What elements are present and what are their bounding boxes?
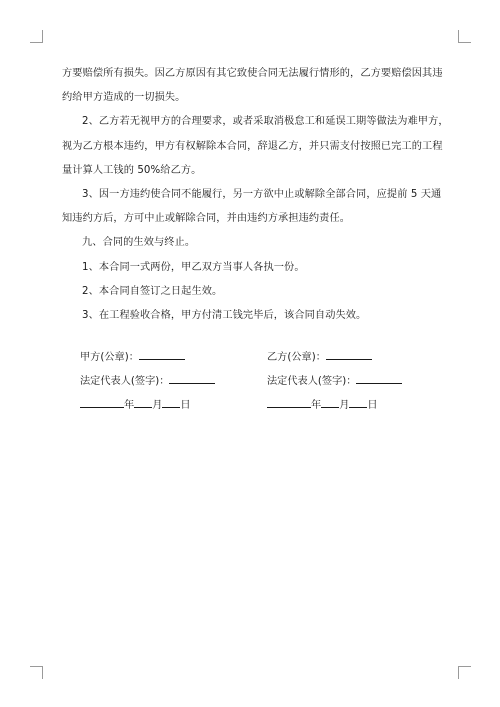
party-b-representative-label: 法定代表人(签字)： <box>267 376 357 388</box>
day-blank <box>162 395 180 408</box>
day-blank <box>349 395 367 408</box>
month-label: 月 <box>339 400 350 412</box>
signature-row-representative <box>80 370 440 394</box>
clause-paragraph-start: 1、本合同一式两份，甲乙双方当事人各执一份。 <box>82 261 305 273</box>
signature-row-date <box>80 394 440 418</box>
page-corner-mark-bottom-left <box>30 666 43 679</box>
party-b-seal <box>267 346 372 370</box>
text-line: 量计算人工钱的 50%给乙方。 <box>62 164 202 176</box>
text-line: 约给甲方造成的一切损失。 <box>62 92 186 104</box>
year-label: 年 <box>311 400 322 412</box>
signature-block <box>80 346 440 419</box>
month-label: 月 <box>152 400 163 412</box>
clause-paragraph-start: 3、因一方违约使合同不能履行，另一方欲中止或解除全部合同，应提前 5 天通 <box>82 189 442 201</box>
section-heading: 九、合同的生效与终止。 <box>82 237 196 249</box>
party-a-representative <box>80 370 215 394</box>
text-line: 知违约方后，方可中止或解除合同，并由违约方承担违约责任。 <box>62 213 351 225</box>
party-b-seal-blank <box>326 347 372 360</box>
page-corner-mark-bottom-right <box>458 666 471 679</box>
day-label: 日 <box>367 400 378 412</box>
party-b-representative <box>267 370 402 394</box>
page-corner-mark-top-left <box>30 30 43 43</box>
month-blank <box>134 395 152 408</box>
party-a-representative-blank <box>169 371 215 384</box>
year-label: 年 <box>124 400 135 412</box>
clause-paragraph-start: 3、在工程验收合格，甲方付清工钱完毕后，该合同自动失效。 <box>82 310 367 322</box>
year-blank <box>267 395 311 408</box>
document-body <box>62 62 450 328</box>
party-b-representative-blank <box>356 371 402 384</box>
page-corner-mark-top-right <box>458 30 471 43</box>
text-line: 视为乙方根本违约，甲方有权解除本合同，辞退乙方，并只需支付按照已完工的工程 <box>62 140 443 152</box>
signature-row-seal <box>80 346 440 370</box>
clause-paragraph-start: 2、乙方若无视甲方的合理要求，或者采取消极怠工和延误工期等做法为难甲方， <box>82 116 449 128</box>
party-a-seal <box>80 346 185 370</box>
party-a-date <box>80 394 191 418</box>
month-blank <box>321 395 339 408</box>
party-a-representative-label: 法定代表人(签字)： <box>80 376 170 388</box>
year-blank <box>80 395 124 408</box>
text-line: 方要赔偿所有损失。因乙方原因有其它致使合同无法履行情形的，乙方要赔偿因其违 <box>62 68 443 79</box>
party-b-seal-label: 乙方(公章)： <box>267 352 326 363</box>
day-label: 日 <box>180 400 191 412</box>
clause-paragraph-start: 2、本合同自签订之日起生效。 <box>82 285 223 297</box>
party-a-seal-label: 甲方(公章)： <box>80 352 139 363</box>
party-b-date <box>267 394 378 418</box>
party-a-seal-blank <box>139 347 185 360</box>
